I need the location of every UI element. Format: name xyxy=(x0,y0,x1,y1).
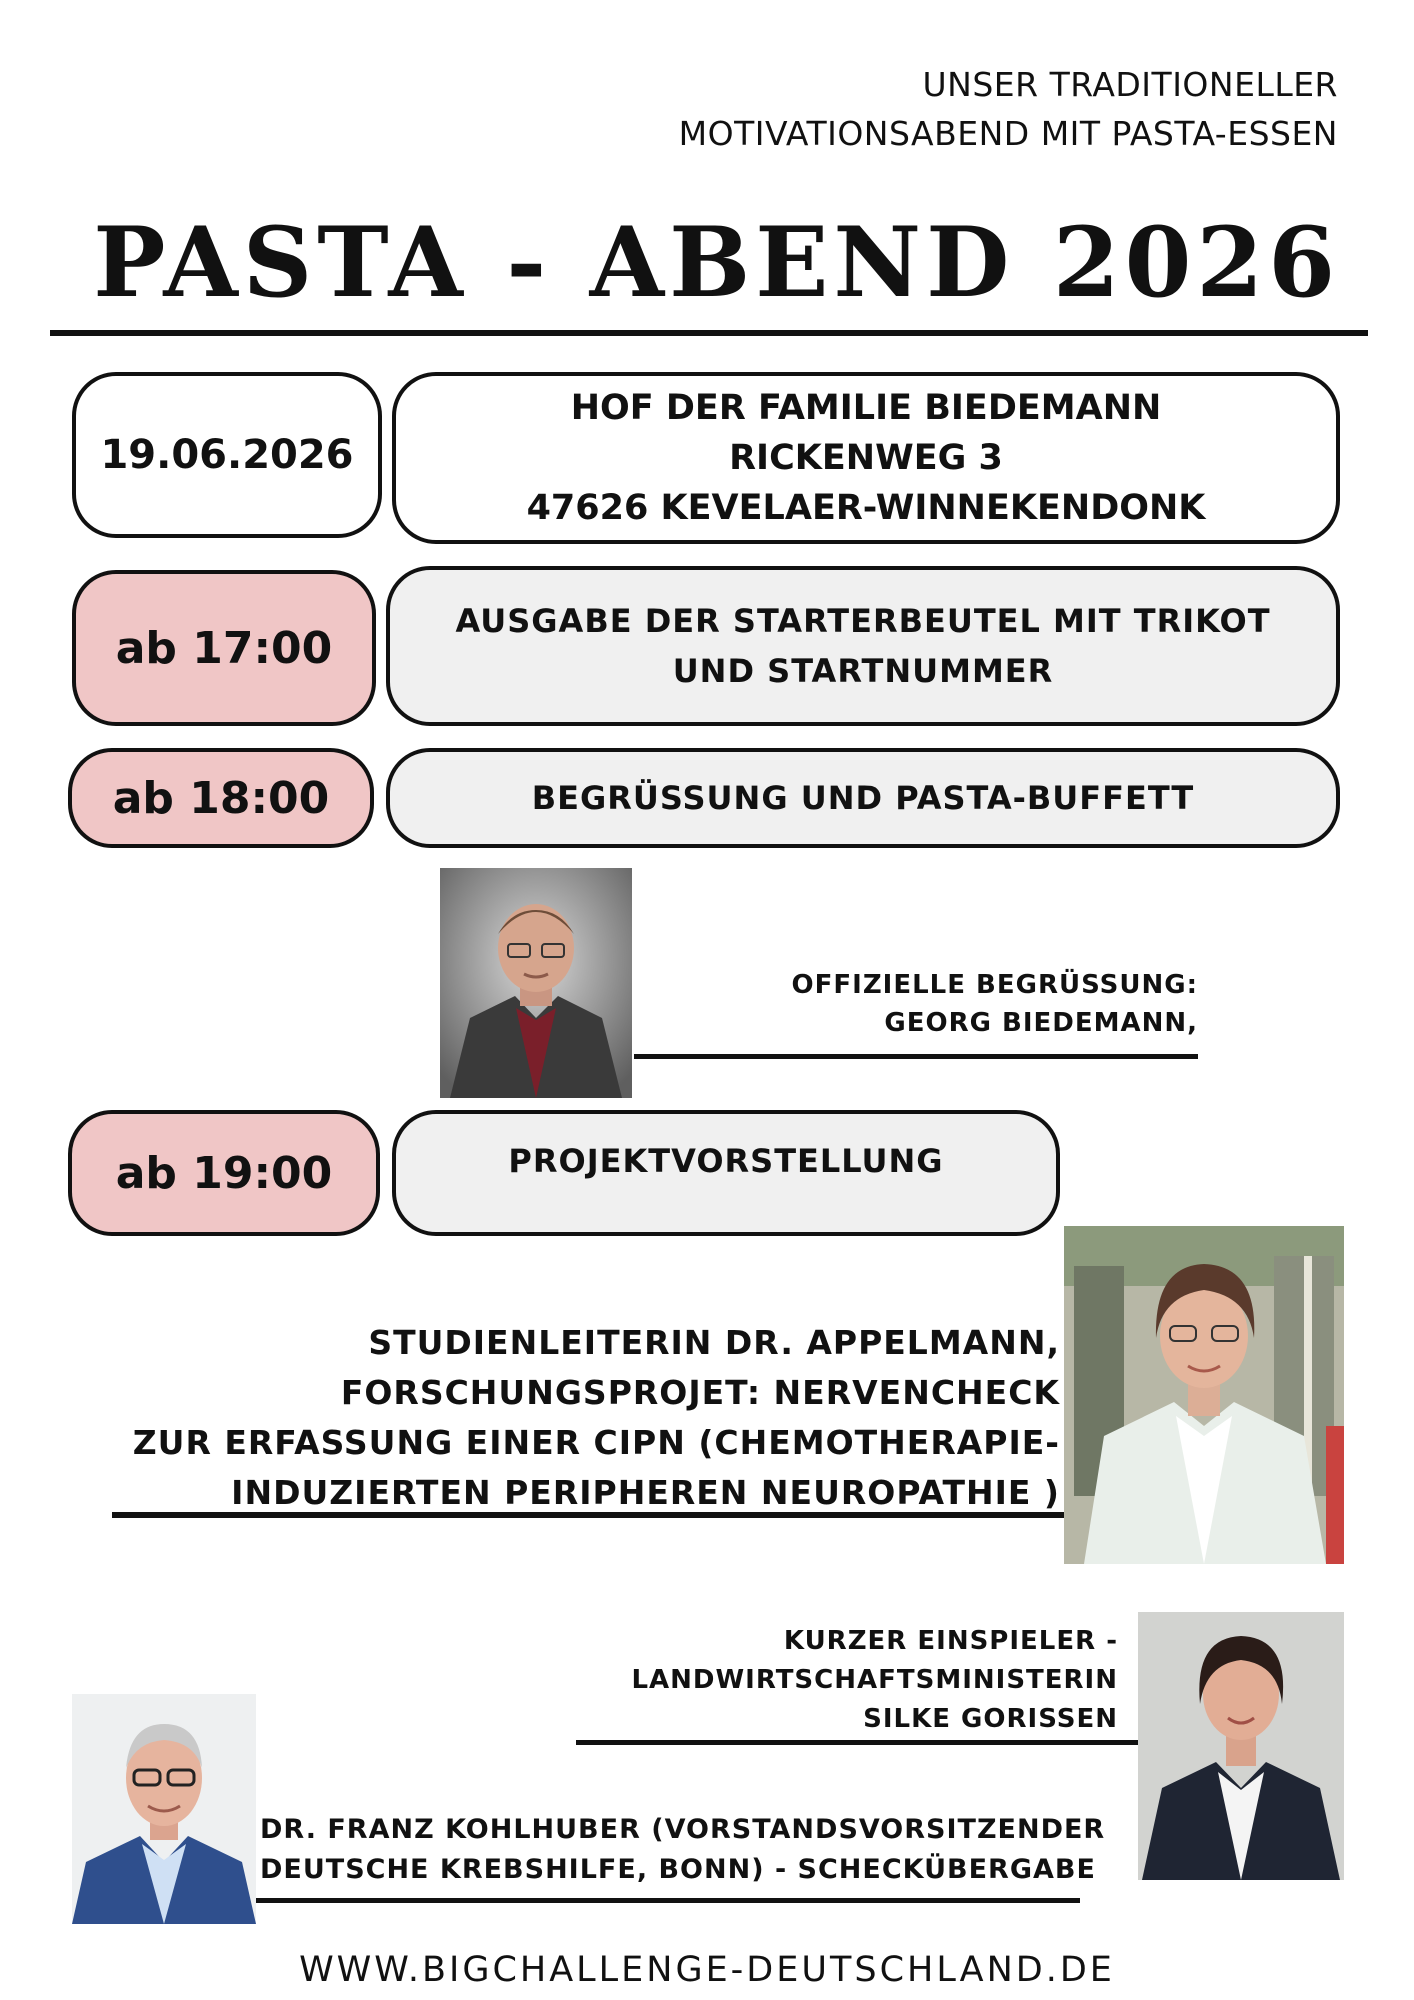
website-link[interactable]: WWW.BIGCHALLENGE-DEUTSCHLAND.DE xyxy=(299,1950,1115,1990)
intro-line-2: MOTIVATIONSABEND MIT PASTA-ESSEN xyxy=(678,114,1338,153)
kohlhuber-caption xyxy=(260,1810,1105,1890)
caption-line: ZUR ERFASSUNG EINER CIPN (CHEMOTHERAPIE- xyxy=(132,1423,1060,1462)
title-underline xyxy=(50,330,1368,336)
caption-line: FORSCHUNGSPROJET: NERVENCHECK xyxy=(340,1373,1060,1412)
caption-line: DEUTSCHE KREBSHILFE, BONN) - SCHECKÜBERGABE xyxy=(260,1854,1096,1885)
caption-line: GEORG BIEDEMANN, xyxy=(884,1008,1198,1038)
caption-line: KURZER EINSPIELER - xyxy=(783,1626,1118,1656)
event-line: AUSGABE DER STARTERBEUTEL MIT TRIKOT xyxy=(455,602,1271,640)
kohlhuber-underline xyxy=(256,1898,1080,1903)
caption-line: STUDIENLEITERIN DR. APPELMANN, xyxy=(368,1323,1060,1362)
intro-line-1: UNSER TRADITIONELLER xyxy=(922,65,1338,104)
event-line: BEGRÜSSUNG UND PASTA-BUFFETT xyxy=(531,779,1195,817)
caption-line: INDUZIERTEN PERIPHEREN NEUROPATHIE ) xyxy=(231,1473,1060,1512)
time-label: ab 18:00 xyxy=(112,772,330,824)
venue-line-1: HOF DER FAMILIE BIEDEMANN xyxy=(570,388,1162,428)
caption-line: LANDWIRTSCHAFTSMINISTERIN xyxy=(631,1665,1118,1695)
study-caption xyxy=(133,1318,1060,1518)
photo-dr-appelmann xyxy=(1064,1226,1344,1564)
venue-line-3: 47626 KEVELAER-WINNEKENDONK xyxy=(526,488,1206,528)
date-box xyxy=(72,372,382,538)
time-badge-1700 xyxy=(72,570,376,726)
minister-underline xyxy=(576,1740,1138,1745)
photo-franz-kohlhuber xyxy=(72,1694,256,1924)
event-box-project xyxy=(392,1110,1060,1236)
minister-caption xyxy=(631,1622,1118,1739)
venue-box xyxy=(392,372,1340,544)
page-title: PASTA - ABEND 2026 xyxy=(93,206,1340,319)
time-label: ab 17:00 xyxy=(115,622,333,674)
event-line: UND STARTNUMMER xyxy=(672,652,1054,690)
time-badge-1900 xyxy=(68,1110,380,1236)
photo-georg-biedemann xyxy=(440,868,632,1098)
time-badge-1800 xyxy=(68,748,374,848)
event-box-pasta-buffet xyxy=(386,748,1340,848)
venue-line-2: RICKENWEG 3 xyxy=(729,438,1003,478)
photo-silke-gorissen xyxy=(1138,1612,1344,1880)
caption-line: OFFIZIELLE BEGRÜSSUNG: xyxy=(791,970,1198,1000)
intro-text xyxy=(438,60,1338,158)
caption-line: SILKE GORISSEN xyxy=(863,1704,1118,1734)
event-line: PROJEKTVORSTELLUNG xyxy=(508,1142,944,1180)
greeting-caption xyxy=(792,966,1198,1042)
event-box-starter-bags xyxy=(386,566,1340,726)
study-underline xyxy=(112,1512,1064,1518)
greeting-underline xyxy=(634,1054,1198,1059)
caption-line: DR. FRANZ KOHLHUBER (VORSTANDSVORSITZENDER xyxy=(260,1814,1106,1845)
time-label: ab 19:00 xyxy=(115,1147,333,1199)
event-date: 19.06.2026 xyxy=(100,432,354,478)
